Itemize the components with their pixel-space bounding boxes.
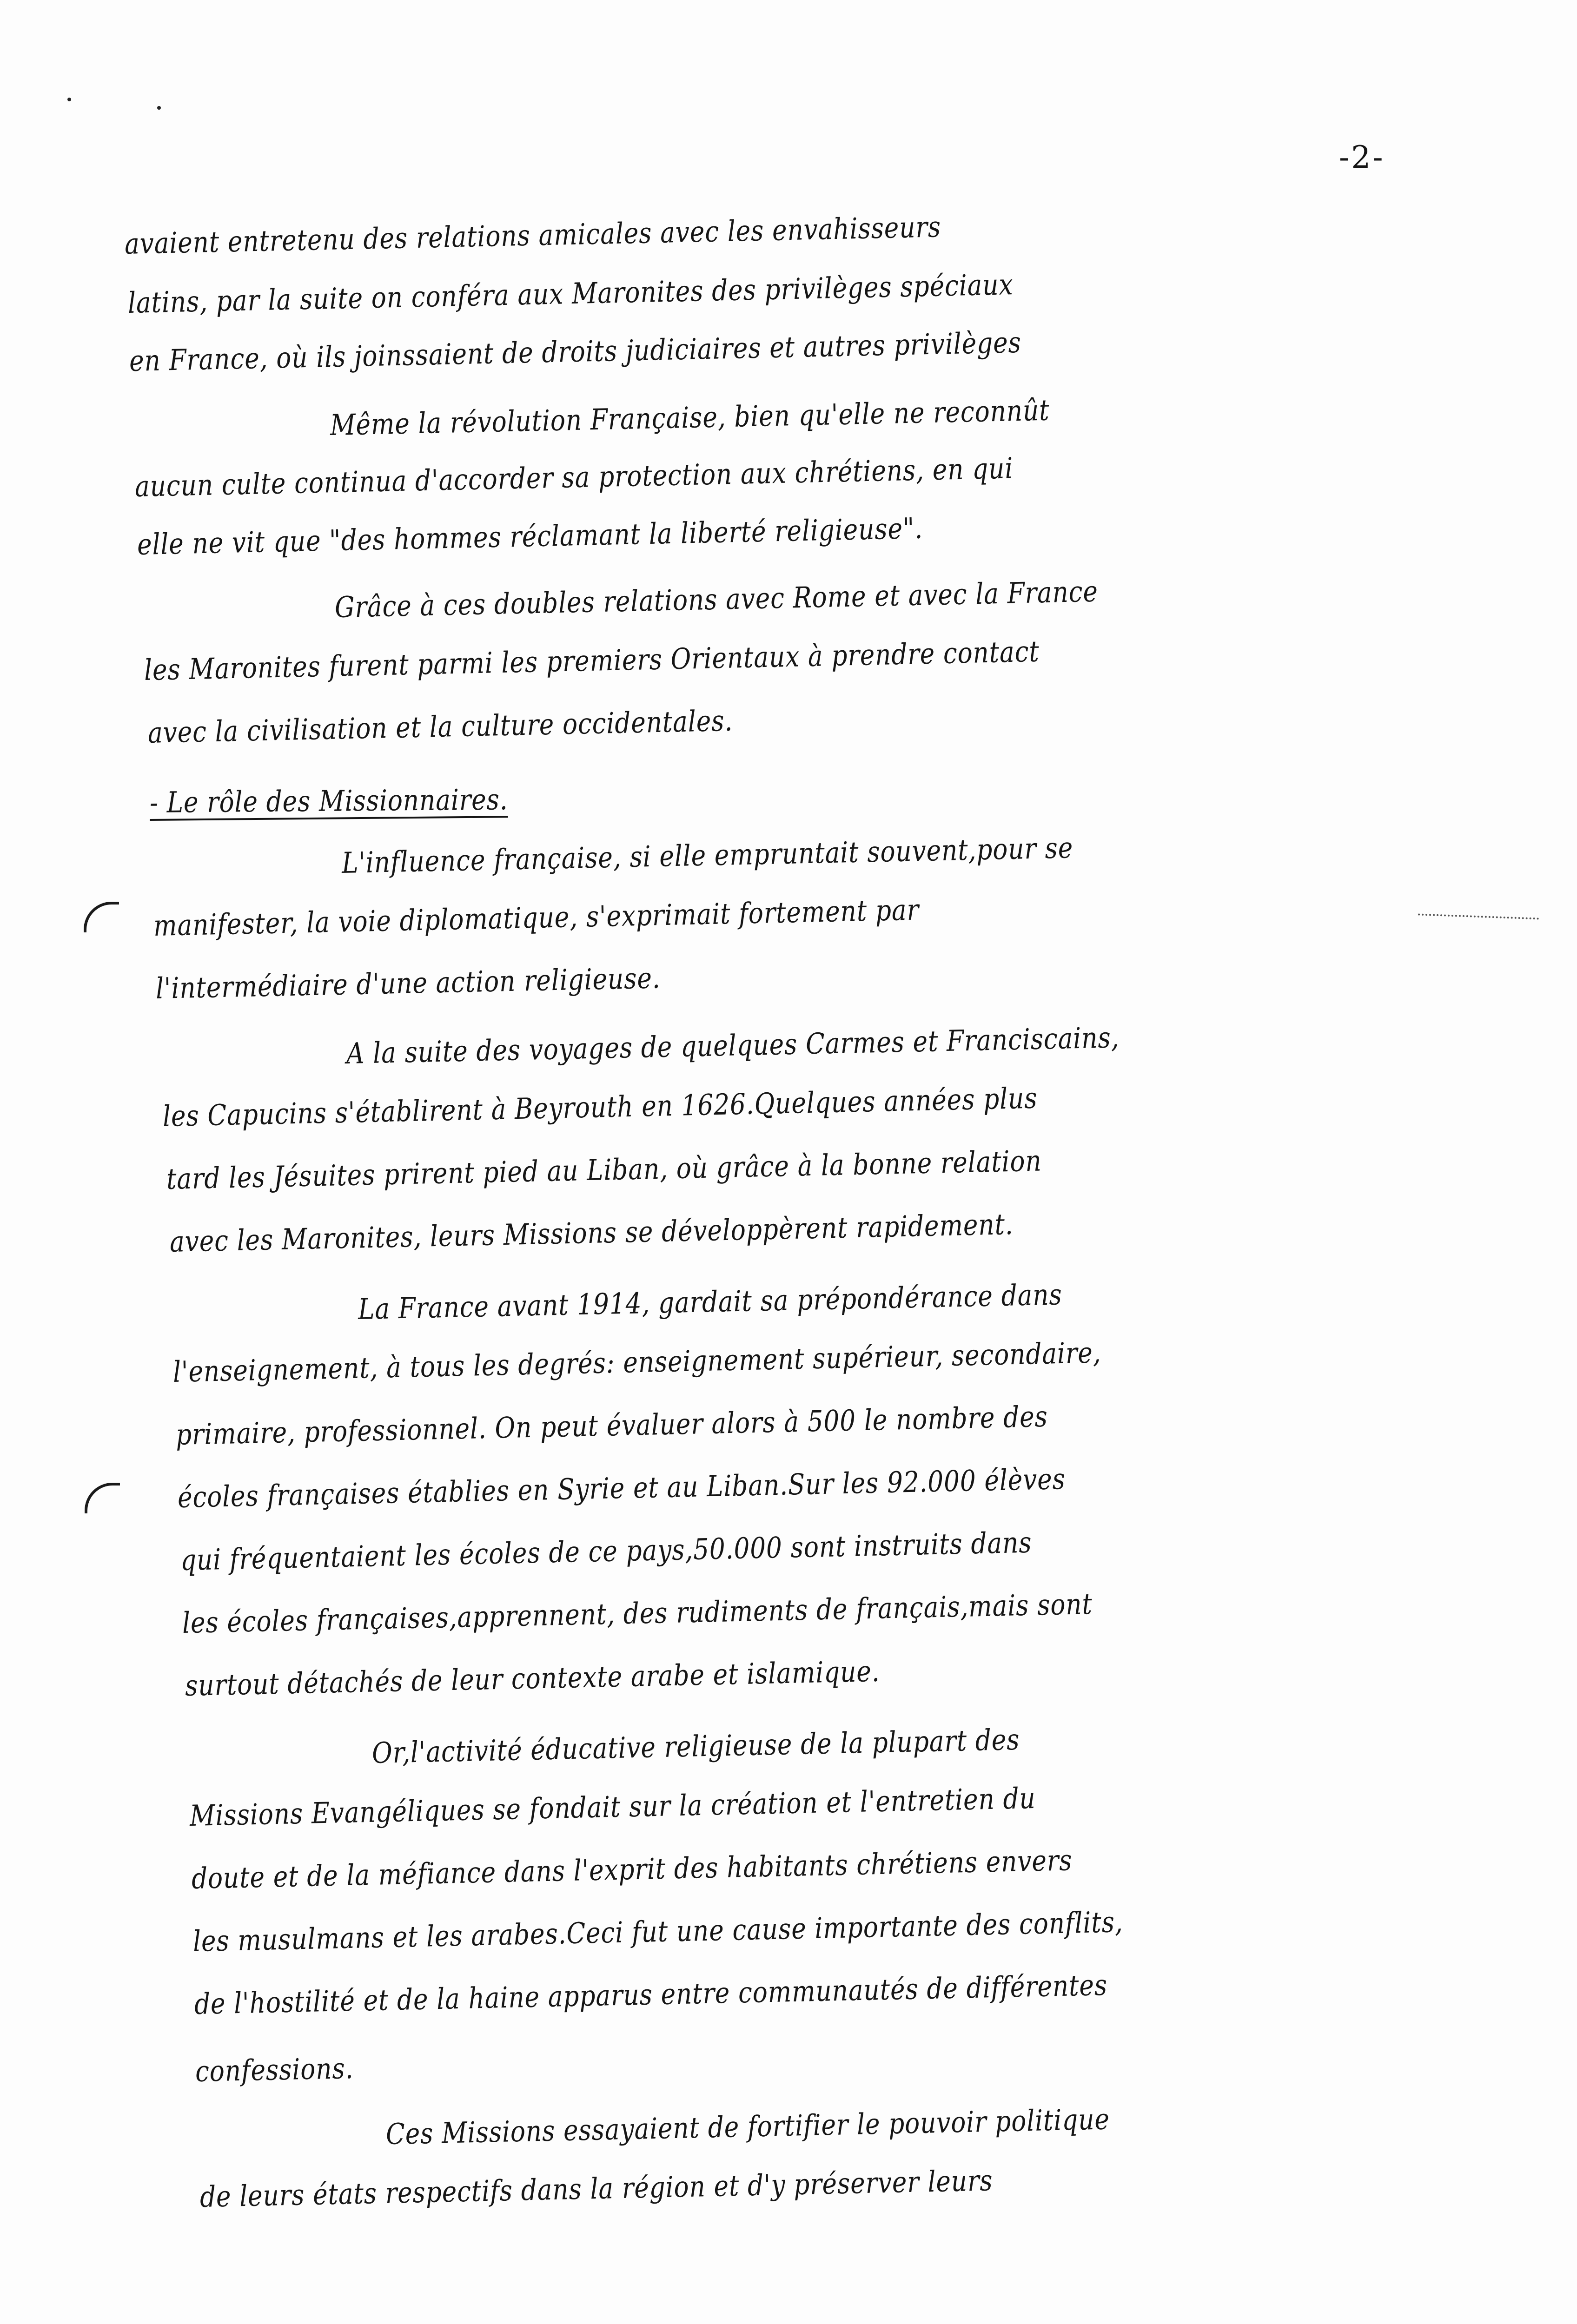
text-line: L'influence française, si elle empruntait souvent,pour se <box>341 831 1073 880</box>
text-line: tard les Jésuites prirent pied au Liban, où grâce à la bonne relation <box>166 1143 1042 1196</box>
text-line: doute et de la méfiance dans l'exprit des habitants chrétiens envers <box>191 1843 1073 1895</box>
text-line: Même la révolution Française, bien qu'elle ne reconnût <box>330 393 1050 442</box>
text-line: écoles françaises établies en Syrie et au Liban.Sur les 92.000 élèves <box>177 1462 1066 1514</box>
binder-hole-mark <box>85 1483 120 1513</box>
text-line: les Maronites furent parmi les premiers Orientaux à prendre contact <box>144 634 1040 687</box>
section-heading: - Le rôle des Missionnaires. <box>149 782 508 819</box>
text-line: aucun culte continua d'accorder sa protection aux chrétiens, en qui <box>134 451 1014 503</box>
text-line: surtout détachés de leur contexte arabe et islamique. <box>185 1654 881 1703</box>
text-line: manifester, la voie diplomatique, s'exprimait fortement par <box>153 892 920 943</box>
text-line: elle ne vit que "des hommes réclamant la liberté religieuse". <box>137 511 923 561</box>
text-line: de leurs états respectifs dans la région et d'y préserver leurs <box>199 2163 994 2214</box>
text-line: les Capucins s'établirent à Beyrouth en 1626.Quelques années plus <box>162 1081 1038 1133</box>
text-line: Ces Missions essayaient de fortifier le pouvoir politique <box>385 2102 1110 2151</box>
page-number: -2- <box>1339 139 1385 175</box>
text-line: les musulmans et les arabes.Ceci fut une cause importante des conflits, <box>192 1905 1124 1958</box>
text-line: l'enseignement, à tous les degrés: enseignement supérieur, secondaire, <box>172 1335 1102 1389</box>
text-line: avaient entretenu des relations amicales avec les envahisseurs <box>124 210 941 261</box>
text-line: A la suite des voyages de quelques Carmes et Franciscains, <box>346 1020 1120 1070</box>
text-line: l'intermédiaire d'une action religieuse. <box>155 961 661 1005</box>
text-line: avec la civilisation et la culture occidentales. <box>147 703 733 750</box>
text-line: Or,l'activité éducative religieuse de la plupart des <box>371 1722 1020 1770</box>
text-line: Grâce à ces doubles relations avec Rome et avec la France <box>334 574 1099 624</box>
scan-speck <box>67 98 71 101</box>
text-line: La France avant 1914, gardait sa prépondérance dans <box>358 1277 1063 1326</box>
text-line: Missions Evangéliques se fondait sur la création et l'entretien du <box>189 1781 1036 1833</box>
text-line: primaire, professionnel. On peut évaluer alors à 500 le nombre des <box>175 1399 1048 1452</box>
text-line: qui fréquentaient les écoles de ce pays,50.000 sont instruits dans <box>180 1525 1033 1577</box>
text-line: confessions. <box>195 2051 354 2088</box>
margin-mark <box>1418 913 1539 919</box>
text-line: de l'hostilité et de la haine apparus entre communautés de différentes <box>194 1967 1108 2021</box>
text-line: latins, par la suite on conféra aux Maronites des privilèges spéciaux <box>127 267 1014 320</box>
binder-hole-mark <box>84 902 119 932</box>
scan-speck <box>157 106 161 110</box>
text-line: avec les Maronites, leurs Missions se développèrent rapidement. <box>169 1207 1014 1259</box>
text-line: en France, où ils joinssaient de droits judiciaires et autres privilèges <box>129 325 1022 378</box>
text-line: les écoles françaises,apprennent, des rudiments de français,mais sont <box>182 1586 1093 1640</box>
